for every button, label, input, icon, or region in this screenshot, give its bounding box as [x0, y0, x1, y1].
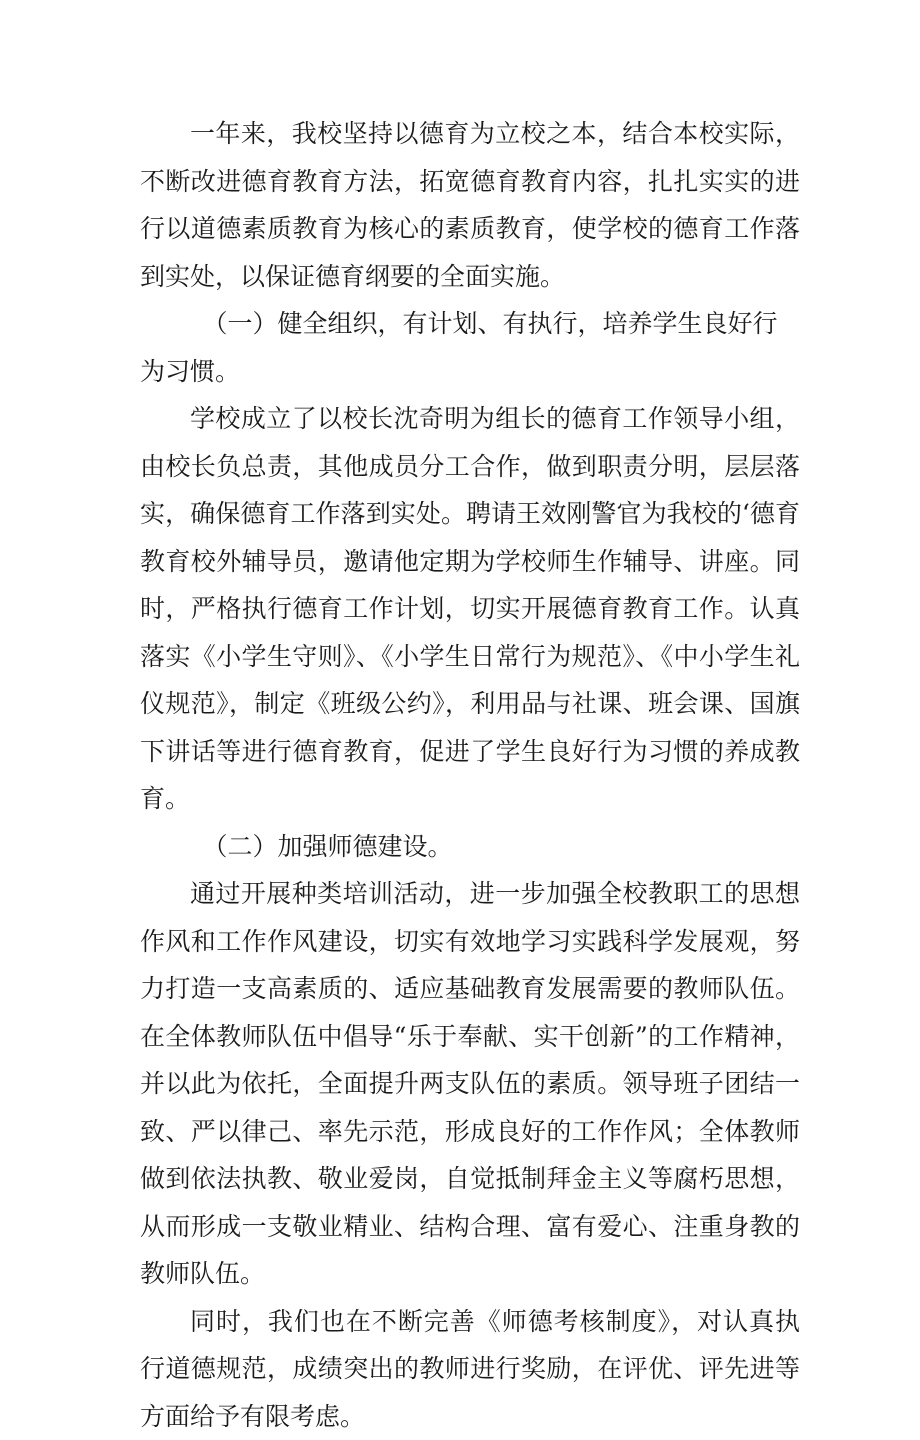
document-body — [140, 110, 800, 1440]
paragraph-teacher-ethics: 通过开展种类培训活动，进一步加强全校教职工的思想作风和工作作风建设，切实有效地学习实践科学发展观，努力打造一支高素质的、适应基础教育发展需要的教师队伍。在全体教师队伍中倡导“乐于奉献、实干创新”的工作精神，并以此为依托，全面提升两支队伍的素质。领导班子团结一致、严以律己、率先示范，形成良好的工作作风；全体教师做到依法执教、敬业爱岗，自觉抵制拜金主义等腐朽思想，从而形成一支敬业精业、结构合理、富有爱心、注重身教的教师队伍。 — [140, 870, 800, 1298]
paragraph-assessment: 同时，我们也在不断完善《师德考核制度》，对认真执行道德规范，成绩突出的教师进行奖励，在评优、评先进等方面给予有限考虑。 — [140, 1298, 800, 1440]
paragraph-intro: 一年来，我校坚持以德育为立校之本，结合本校实际，不断改进德育教育方法，拓宽德育教育内容，扎扎实实的进行以道德素质教育为核心的素质教育，使学校的德育工作落到实处，以保证德育纲要的全面实施。 — [140, 110, 800, 300]
paragraph-organization: 学校成立了以校长沈奇明为组长的德育工作领导小组，由校长负总责，其他成员分工合作，做到职责分明，层层落实，确保德育工作落到实处。聘请王效刚警官为我校的‘德育教育校外辅导员，邀请他定期为学校师生作辅导、讲座。同时，严格执行德育工作计划，切实开展德育教育工作。认真落实《小学生守则》、《小学生日常行为规范》、《中小学生礼仪规范》，制定《班级公约》，利用品与社课、班会课、国旗下讲话等进行德育教育，促进了学生良好行为习惯的养成教育。 — [140, 395, 800, 823]
section-heading-2: （二）加强师德建设。 — [140, 823, 800, 871]
section-heading-1: （一）健全组织，有计划、有执行，培养学生良好行为习惯。 — [140, 300, 800, 395]
